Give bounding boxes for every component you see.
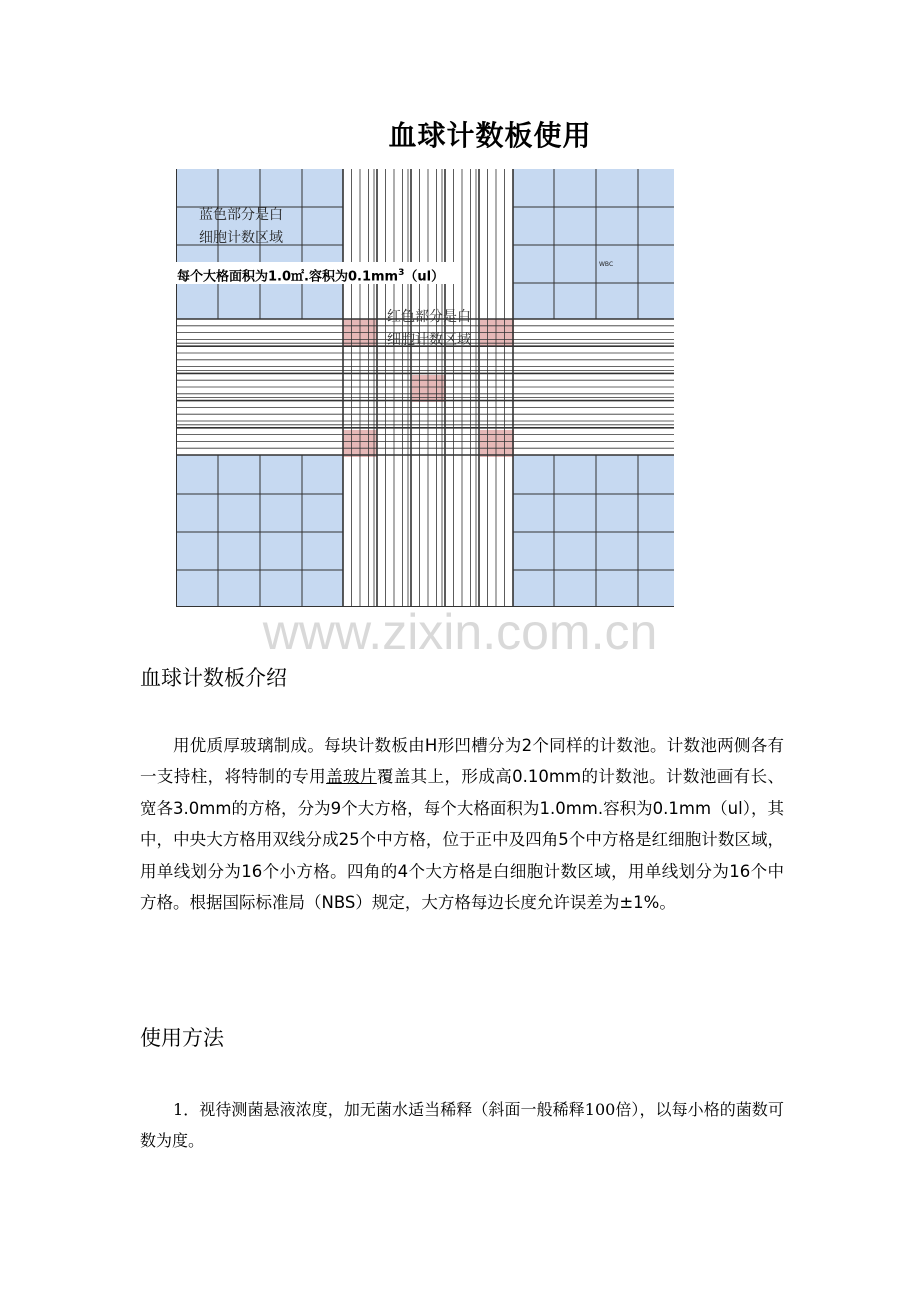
- wbc-tag: WBC: [599, 261, 614, 268]
- rbc-area-label: [387, 306, 471, 352]
- page-title: 血球计数板使用: [388, 119, 592, 152]
- intro-text-2: 覆盖其上，形成高0.10mm的计数池。计数池画有长、宽各3.0mm的方格，分为9个大方格，每个大格面积为1.0mm.容积为0.1mm（ul），其中，中央大方格用双线分成25个中方格，位于正中及四角5个中方格是红细胞计数区域，用单线划分为16个小方格。四角的4个大方格是白细胞计数区域，用单线划分为16个中方格。根据国际标准局（NBS）规定，大方格每边长度允许误差为±1%。: [140, 767, 785, 913]
- area-note-superscript: 3: [398, 268, 405, 278]
- rbc-region: [480, 430, 514, 457]
- intro-text-1: 用优质厚玻璃制成。每块计数板由H形凹槽分为2个同样的计数池。计数池两侧各有一支持柱，将特制的专用: [140, 736, 784, 787]
- rbc-label-line-1: 红色部分是白: [387, 309, 471, 325]
- wbc-area-label: [199, 204, 283, 250]
- hemocytometer-grid-figure: [176, 169, 674, 607]
- wbc-region: [513, 455, 674, 607]
- area-note-unit: （ul）: [404, 269, 445, 285]
- intro-heading: 血球计数板介绍: [140, 666, 287, 690]
- watermark: www.zixin.com.cn: [262, 604, 658, 660]
- area-note-text: 每个大格面积为1.0㎡.容积为0.1mm: [177, 269, 399, 285]
- usage-step-1: 1．视待测菌悬液浓度，加无菌水适当稀释（斜面一般稀释100倍），以每小格的菌数可数为度。: [140, 1100, 784, 1151]
- wbc-label-line-2: 细胞计数区域: [199, 230, 283, 246]
- wbc-label-line-1: 蓝色部分是白: [199, 207, 283, 223]
- intro-paragraph: [140, 730, 784, 918]
- wbc-region: [513, 169, 674, 319]
- usage-heading: 使用方法: [140, 1026, 224, 1050]
- cover-glass-term: 盖玻片: [326, 767, 377, 787]
- rbc-label-line-2: 细胞计数区域: [387, 332, 471, 348]
- area-volume-note: [176, 262, 454, 284]
